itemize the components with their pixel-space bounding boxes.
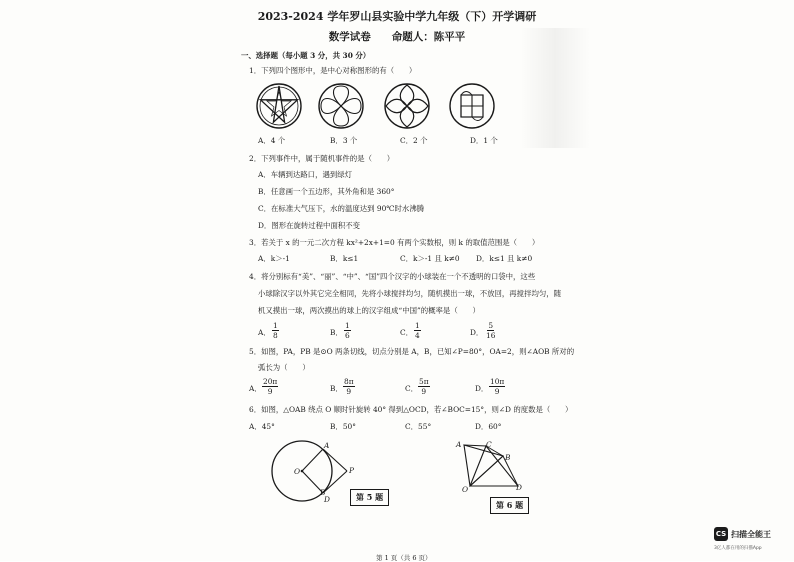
q1-option-b: B．3 个 (330, 136, 358, 145)
scan-smudge (520, 28, 590, 148)
q5-option-c-fraction (418, 378, 430, 396)
four-petal-square-circle-icon (383, 82, 431, 130)
watermark-tagline: 3亿人都在用的扫描App (714, 546, 762, 551)
q5-option-a-label: A． (249, 384, 262, 393)
tangent-pa (323, 449, 347, 471)
q6-point-o: O (462, 485, 469, 494)
q6-point-c: C (486, 440, 492, 449)
q6-point-a: A (456, 440, 462, 449)
scanner-watermark (714, 527, 771, 541)
q1-option-d: D．1 个 (470, 136, 498, 145)
denominator: 4 (415, 331, 420, 341)
denominator: 8 (273, 331, 278, 341)
exam-subtitle: 数学试卷 命题人：陈平平 (328, 31, 466, 43)
numerator: 5π (419, 377, 429, 386)
numerator: 1 (345, 321, 350, 330)
q6-option-a: A．45° (249, 422, 275, 431)
numerator: 10π (490, 377, 505, 386)
q6-option-d: D．60° (475, 422, 502, 431)
numerator: 20π (263, 377, 278, 386)
q5-option-d-label: D． (475, 384, 489, 393)
q4-option-d-fraction (486, 322, 495, 340)
watermark-app-name: 扫描全能王 (731, 529, 771, 539)
q1-stem: 1．下列四个图形中，是中心对称图形的有（ ） (249, 66, 417, 75)
denominator: 9 (346, 387, 352, 397)
exam-title: 2023-2024 学年罗山县实验中学九年级（下）开学调研 (257, 10, 537, 23)
q5-option-a-fraction (262, 378, 278, 396)
star-in-circle-icon (255, 82, 303, 130)
q5-point-a: A (324, 441, 330, 450)
q2-option-a: A．车辆到达路口，遇到绿灯 (258, 170, 353, 179)
pinwheel-square-circle-icon (448, 82, 496, 130)
q5-option-b-label: B． (330, 384, 343, 393)
q5-stem-line-1: 5．如图，PA，PB 是⊙O 两条切线，切点分别是 A，B，已知∠P=80°，OA=2，则∠AOB 所对的 (249, 347, 575, 356)
q4-option-d-label: D． (470, 328, 484, 337)
denominator: 9 (494, 387, 500, 397)
section-heading: 一、选择题（每小题 3 分，共 30 分） (241, 51, 371, 60)
numerator: 1 (415, 321, 420, 330)
numerator: 1 (273, 321, 278, 330)
q5-point-p: P (349, 466, 354, 475)
q4-stem-line-1: 4．将分别标有“美”、“丽”、“中”、“国”四个汉字的小球装在一个不透明的口袋中，这些 (249, 272, 536, 281)
q5-stem-line-2: 弧长为（ ） (258, 363, 310, 372)
q2-option-b: B．任意画一个五边形，其外角和是 360° (258, 187, 395, 196)
denominator: 16 (486, 331, 496, 341)
numerator: 5 (488, 321, 494, 330)
q2-stem: 2．下列事件中，属于随机事件的是（ ） (249, 154, 395, 163)
q6-option-b: B．50° (330, 422, 356, 431)
q6-point-d: D (516, 483, 522, 492)
q5-point-o: O (294, 467, 301, 476)
page-footer: 第 1 页（共 6 页） (376, 554, 432, 562)
q4-option-c-fraction (414, 322, 421, 340)
four-petal-circle-icon (317, 82, 365, 130)
q4-option-a-fraction (272, 322, 279, 340)
camscanner-logo-icon: CS (714, 527, 728, 541)
denominator: 6 (345, 331, 350, 341)
tangent-pb (323, 471, 347, 493)
numerator: 8π (344, 377, 354, 386)
q4-option-b-label: B． (330, 328, 343, 337)
q6-figure-caption: 第 6 题 (490, 497, 529, 514)
q6-point-b: B (505, 453, 511, 462)
q4-option-b-fraction (344, 322, 351, 340)
q6-option-c: C．55° (405, 422, 432, 431)
q5-figure-caption: 第 5 题 (350, 489, 389, 506)
q4-option-a-label: A． (258, 328, 271, 337)
q3-option-a: A．k＞-1 (258, 254, 290, 263)
q4-option-c-label: C． (400, 328, 414, 337)
q3-option-d: D．k≤1 且 k≠0 (476, 254, 533, 263)
denominator: 9 (267, 387, 273, 397)
q6-stem: 6．如图，△OAB 绕点 O 顺时针旋转 40° 得到△OCD，若∠BOC=15°，则∠D 的度数是（ ） (249, 405, 573, 414)
q2-option-c: C．在标准大气压下，水的温度达到 90℃时水沸腾 (258, 204, 425, 213)
radius-oa (302, 449, 323, 471)
q1-option-c: C．2 个 (400, 136, 428, 145)
q5-point-b: B (320, 488, 326, 497)
denominator: 9 (421, 387, 427, 397)
q5-option-d-fraction (489, 378, 505, 396)
q4-stem-line-3: 机又摸出一球，两次摸出的球上的汉字组成“中国”的概率是（ ） (258, 306, 480, 315)
q3-option-c: C．k＞-1 且 k≠0 (400, 254, 460, 263)
q5-option-c-label: C． (405, 384, 419, 393)
q3-option-b: B．k≤1 (330, 254, 359, 263)
q5-option-b-fraction (343, 378, 355, 396)
q2-option-d: D．图形在旋转过程中面积不变 (258, 221, 361, 230)
q5-point-d: D (324, 495, 330, 504)
q1-option-a: A．4 个 (258, 136, 286, 145)
q4-stem-line-2: 小球除汉字以外其它完全相同，先将小球搅拌均匀，随机摸出一球，不放回，再搅拌均匀，随 (258, 289, 562, 298)
q3-stem: 3．若关于 x 的一元二次方程 kx²+2x+1=0 有两个实数根，则 k 的取值范围是（ ） (249, 238, 540, 247)
